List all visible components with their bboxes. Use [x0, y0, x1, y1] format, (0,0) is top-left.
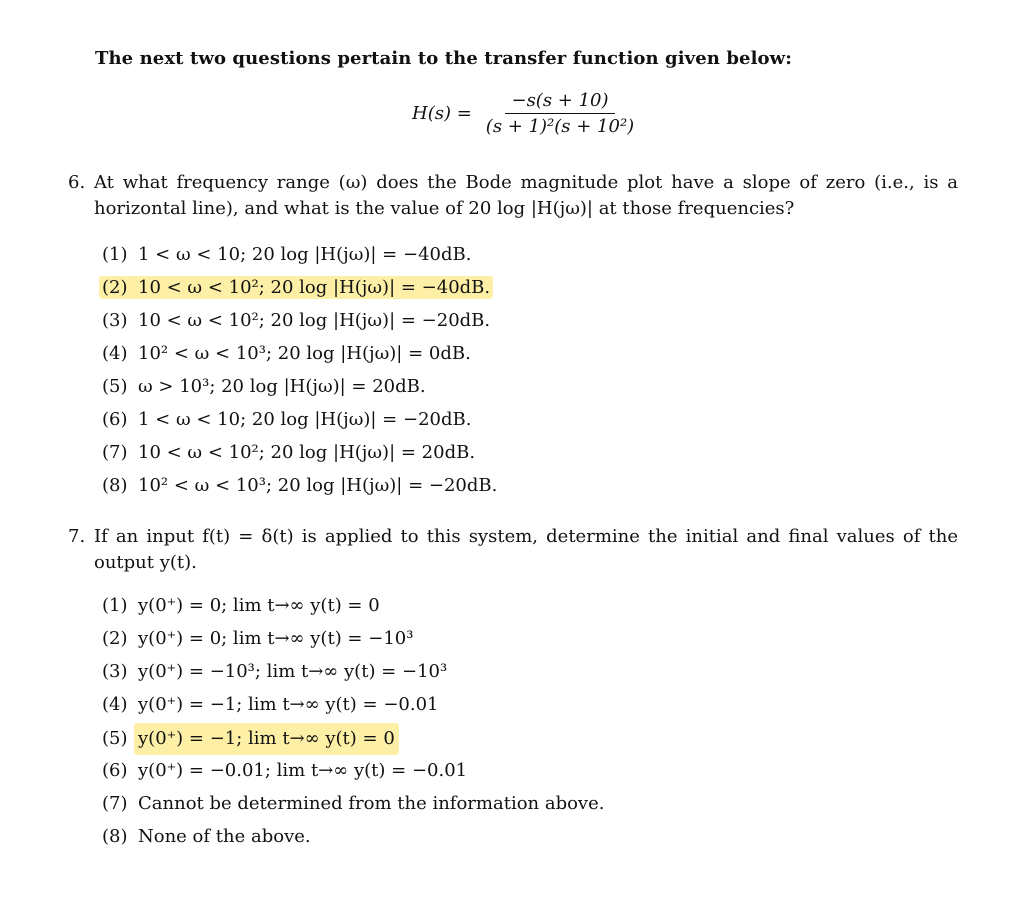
question-7-number: 7.: [68, 526, 86, 547]
option-text: None of the above.: [138, 826, 311, 847]
option-text: 10² < ω < 10³; 20 log |H(jω)| = −20dB.: [138, 475, 498, 496]
q7-option-3[interactable]: [102, 657, 604, 690]
question-6-options: [102, 240, 497, 504]
option-label: (3): [102, 661, 128, 682]
option-label: (5): [102, 728, 128, 749]
tf-denominator: (s + 1)²(s + 10²): [485, 116, 635, 137]
option-text: 10 < ω < 10²; 20 log |H(jω)| = −40dB.: [138, 277, 491, 298]
option-label: (1): [102, 595, 128, 616]
question-7-options: [102, 591, 604, 855]
option-label: (7): [102, 442, 128, 463]
option-label: (4): [102, 343, 128, 364]
option-label: (5): [102, 376, 128, 397]
q6-option-8[interactable]: [102, 471, 497, 504]
highlight: [99, 276, 493, 299]
q7-option-8[interactable]: [102, 822, 604, 855]
option-label: (7): [102, 793, 128, 814]
option-text-highlight: y(0⁺) = −1; lim t→∞ y(t) = 0: [134, 723, 399, 755]
option-label: (3): [102, 310, 128, 331]
q7-option-4[interactable]: [102, 690, 604, 723]
option-text: 1 < ω < 10; 20 log |H(jω)| = −20dB.: [138, 409, 472, 430]
q6-option-5[interactable]: [102, 372, 497, 405]
q6-option-3[interactable]: [102, 306, 497, 339]
option-text: ω > 10³; 20 log |H(jω)| = 20dB.: [138, 376, 426, 397]
option-text: 10² < ω < 10³; 20 log |H(jω)| = 0dB.: [138, 343, 471, 364]
option-label: (2): [102, 628, 128, 649]
transfer-function: [412, 90, 640, 137]
option-text: y(0⁺) = −0.01; lim t→∞ y(t) = −0.01: [138, 760, 468, 781]
option-text: 1 < ω < 10; 20 log |H(jω)| = −40dB.: [138, 244, 472, 265]
q6-option-4[interactable]: [102, 339, 497, 372]
q6-option-1[interactable]: [102, 240, 497, 273]
q7-option-6[interactable]: [102, 756, 604, 789]
question-6-number: 6.: [68, 172, 86, 193]
q7-option-5-highlighted[interactable]: [102, 723, 604, 756]
q6-option-6[interactable]: [102, 405, 497, 438]
option-label: (6): [102, 760, 128, 781]
option-text: y(0⁺) = −1; lim t→∞ y(t) = −0.01: [138, 694, 439, 715]
q7-option-7[interactable]: [102, 789, 604, 822]
tf-numerator: −s(s + 10): [505, 90, 614, 114]
tf-fraction: [480, 90, 640, 137]
q7-option-1[interactable]: [102, 591, 604, 624]
option-text: y(0⁺) = 0; lim t→∞ y(t) = −10³: [138, 628, 414, 649]
option-label: (1): [102, 244, 128, 265]
option-label: (6): [102, 409, 128, 430]
q7-option-2[interactable]: [102, 624, 604, 657]
q6-option-7[interactable]: [102, 438, 497, 471]
option-label: (4): [102, 694, 128, 715]
option-text: 10 < ω < 10²; 20 log |H(jω)| = −20dB.: [138, 310, 491, 331]
option-label: (2): [102, 277, 128, 298]
question-7-text: If an input f(t) = δ(t) is applied to this system, determine the initial and final values of the output y(t).: [94, 526, 958, 573]
question-6-text: At what frequency range (ω) does the Bode magnitude plot have a slope of zero (i.e., is a horizontal line), and what is the value of 20 log |H(jω)| at those frequencies?: [94, 172, 958, 219]
question-6: [68, 170, 958, 222]
option-text: y(0⁺) = 0; lim t→∞ y(t) = 0: [138, 595, 380, 616]
option-text: y(0⁺) = −10³; lim t→∞ y(t) = −10³: [138, 661, 448, 682]
option-text: 10 < ω < 10²; 20 log |H(jω)| = 20dB.: [138, 442, 476, 463]
question-7: [68, 524, 958, 576]
option-label: (8): [102, 475, 128, 496]
intro-heading: The next two questions pertain to the transfer function given below:: [95, 48, 792, 69]
option-label: (8): [102, 826, 128, 847]
option-text: Cannot be determined from the information above.: [138, 793, 605, 814]
q6-option-2-highlighted[interactable]: [102, 273, 497, 306]
tf-lhs: H(s) =: [412, 103, 472, 124]
